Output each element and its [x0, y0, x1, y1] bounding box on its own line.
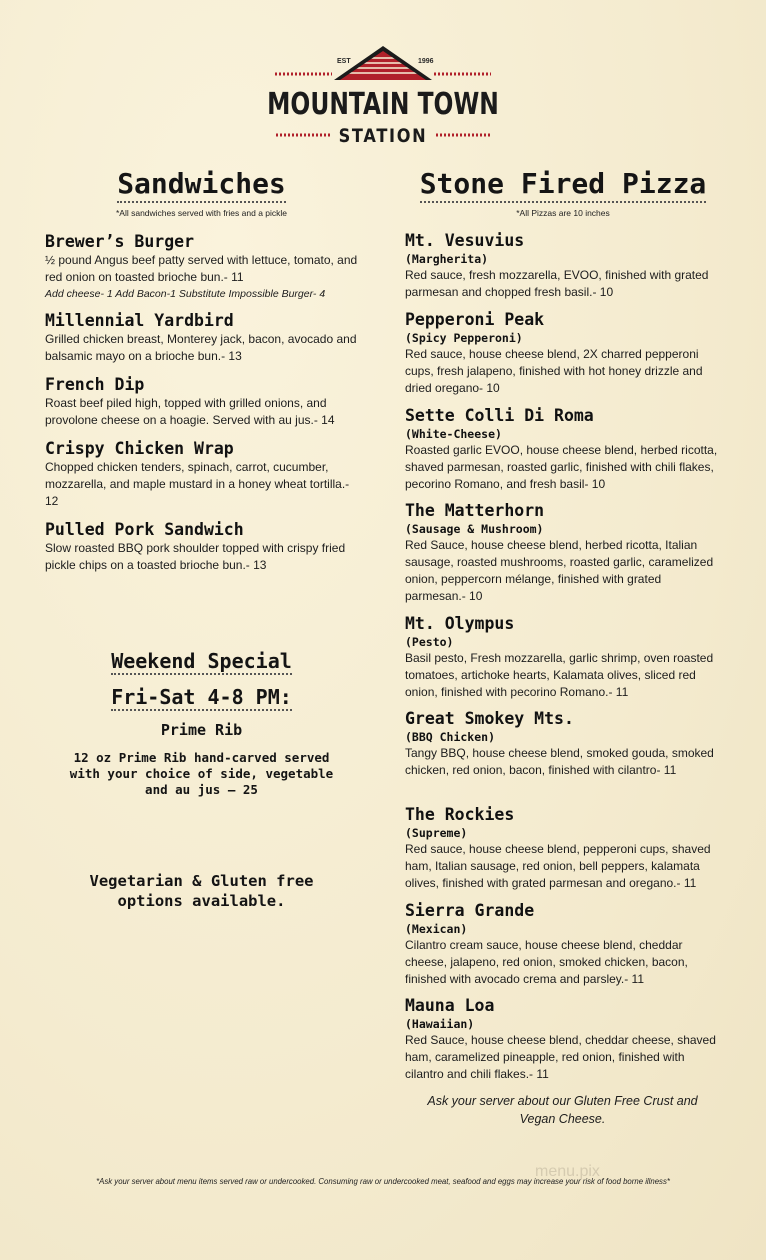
gluten-free-note: Ask your server about our Gluten Free Crust and Vegan Cheese. — [427, 1094, 698, 1126]
item-description: Tangy BBQ, house cheese blend, smoked gouda, smoked chicken, red onion, bacon, finished with cilantro- 11 — [405, 746, 714, 777]
item-style: (Hawaiian) — [405, 1017, 475, 1031]
item-description: Cilantro cream sauce, house cheese blend, cheddar cheese, jalapeno, red onion, smoked chicken, bacon, finished with avocado crema and parsley.- 11 — [405, 938, 688, 986]
pizza-item — [405, 805, 723, 892]
item-name: Sette Colli Di Roma — [405, 406, 594, 425]
menu-item — [45, 520, 363, 574]
item-style: (Spicy Pepperoni) — [405, 331, 523, 345]
pizza-item — [405, 614, 723, 701]
item-style: (BBQ Chicken) — [405, 730, 496, 744]
item-description: Chopped chicken tenders, spinach, carrot, cucumber, mozzarella, and maple mustard in a honey wheat tortilla.- 12 — [45, 460, 350, 508]
pizza-item — [405, 501, 723, 605]
item-name: The Matterhorn — [405, 501, 545, 520]
item-name: Pulled Pork Sandwich — [45, 520, 244, 539]
special-description: 12 oz Prime Rib hand-carved served with your choice of side, vegetable and au jus – 25 — [69, 750, 334, 797]
item-name: Crispy Chicken Wrap — [45, 439, 234, 458]
logo-subtitle: STATION — [338, 125, 428, 147]
item-style: (White-Cheese) — [405, 427, 502, 441]
item-name: Great Smokey Mts. — [405, 709, 574, 728]
special-hours: Fri-Sat 4-8 PM: — [111, 685, 292, 709]
pizza-item — [405, 310, 723, 397]
item-name: Millennial Yardbird — [45, 311, 234, 330]
vegetarian-note: Vegetarian & Gluten free options available. — [89, 872, 314, 910]
item-style: (Pesto) — [405, 635, 454, 649]
logo-est: EST — [337, 58, 351, 65]
item-description: Roasted garlic EVOO, house cheese blend, herbed ricotta, shaved parmesan, roasted garlic, finished with chili flakes, pecorino Romano, and fresh basil- 10 — [405, 443, 718, 491]
footer-disclaimer: *Ask your server about menu items served raw or undercooked. Consuming raw or undercooked meat, seafood and eggs may increase your risk of food borne illness* — [96, 1177, 670, 1186]
pizza-item — [405, 231, 723, 301]
pizza-item — [405, 406, 723, 493]
item-style: (Sausage & Mushroom) — [405, 522, 544, 536]
item-description: Basil pesto, Fresh mozzarella, garlic shrimp, oven roasted tomatoes, artichoke hearts, Kalamata olives, sliced red onion, finished with pecorino Romano.- 11 — [405, 651, 714, 699]
pizza-item — [405, 709, 723, 779]
menu-item — [45, 375, 363, 429]
pizza-item — [405, 996, 723, 1083]
item-description: Red Sauce, house cheese blend, herbed ricotta, Italian sausage, roasted mushrooms, roasted garlic, caramelized onion, peppercorn mélange, finished with grated parmesan.- 10 — [405, 538, 714, 603]
item-name: Pepperoni Peak — [405, 310, 545, 329]
item-description: Red sauce, fresh mozzarella, EVOO, finished with grated parmesan and chopped fresh basil.- 10 — [405, 268, 709, 299]
item-description: Roast beef piled high, topped with grilled onions, and provolone cheese on a hoagie. Served with au jus.- 14 — [45, 396, 335, 427]
item-name: Brewer’s Burger — [45, 232, 195, 251]
pizza-note: *All Pizzas are 10 inches — [516, 208, 610, 218]
item-name: The Rockies — [405, 805, 515, 824]
item-description: Red sauce, house cheese blend, 2X charred pepperoni cups, fresh jalapeno, finished with hot honey drizzle and dried oregano- 10 — [405, 347, 703, 395]
sandwiches-note: *All sandwiches served with fries and a pickle — [115, 208, 288, 218]
logo-year: 1996 — [418, 58, 434, 65]
item-name: Mt. Olympus — [405, 614, 515, 633]
watermark: menu.pix — [535, 1163, 600, 1180]
menu-item — [45, 311, 363, 365]
special-item: Prime Rib — [160, 721, 243, 739]
item-name: Sierra Grande — [405, 901, 535, 920]
pizza-item — [405, 901, 723, 988]
item-style: (Mexican) — [405, 922, 468, 936]
sandwiches-heading: Sandwiches — [40, 167, 363, 200]
item-description: Slow roasted BBQ pork shoulder topped with crispy fried pickle chips on a toasted brioche bun.- 13 — [45, 541, 346, 572]
item-description: Red Sauce, house cheese blend, cheddar cheese, shaved ham, caramelized pineapple, red onion, finished with cilantro and chili flakes.- 11 — [405, 1033, 716, 1081]
item-name: French Dip — [45, 375, 145, 394]
item-name: Mauna Loa — [405, 996, 495, 1015]
menu-item — [45, 439, 363, 510]
item-name: Mt. Vesuvius — [405, 231, 525, 250]
item-description: Red sauce, house cheese blend, pepperoni cups, shaved ham, Italian sausage, red onion, bell peppers, kalamata olives, finished with grated parmesan and oregano.- 11 — [405, 842, 711, 890]
menu-item — [45, 232, 363, 302]
logo-title: MOUNTAIN TOWN — [267, 87, 499, 122]
special-title: Weekend Special — [111, 649, 292, 673]
item-style: (Supreme) — [405, 826, 468, 840]
restaurant-logo — [0, 40, 766, 155]
item-addons: Add cheese- 1 Add Bacon-1 Substitute Impossible Burger- 4 — [45, 288, 326, 300]
item-description: Grilled chicken breast, Monterey jack, bacon, avocado and balsamic mayo on a brioche bun.- 13 — [45, 332, 357, 363]
pizza-heading: Stone Fired Pizza — [400, 167, 726, 200]
item-description: ½ pound Angus beef patty served with lettuce, tomato, and red onion on toasted brioche bun.- 11 — [45, 253, 358, 284]
item-style: (Margherita) — [405, 252, 489, 266]
